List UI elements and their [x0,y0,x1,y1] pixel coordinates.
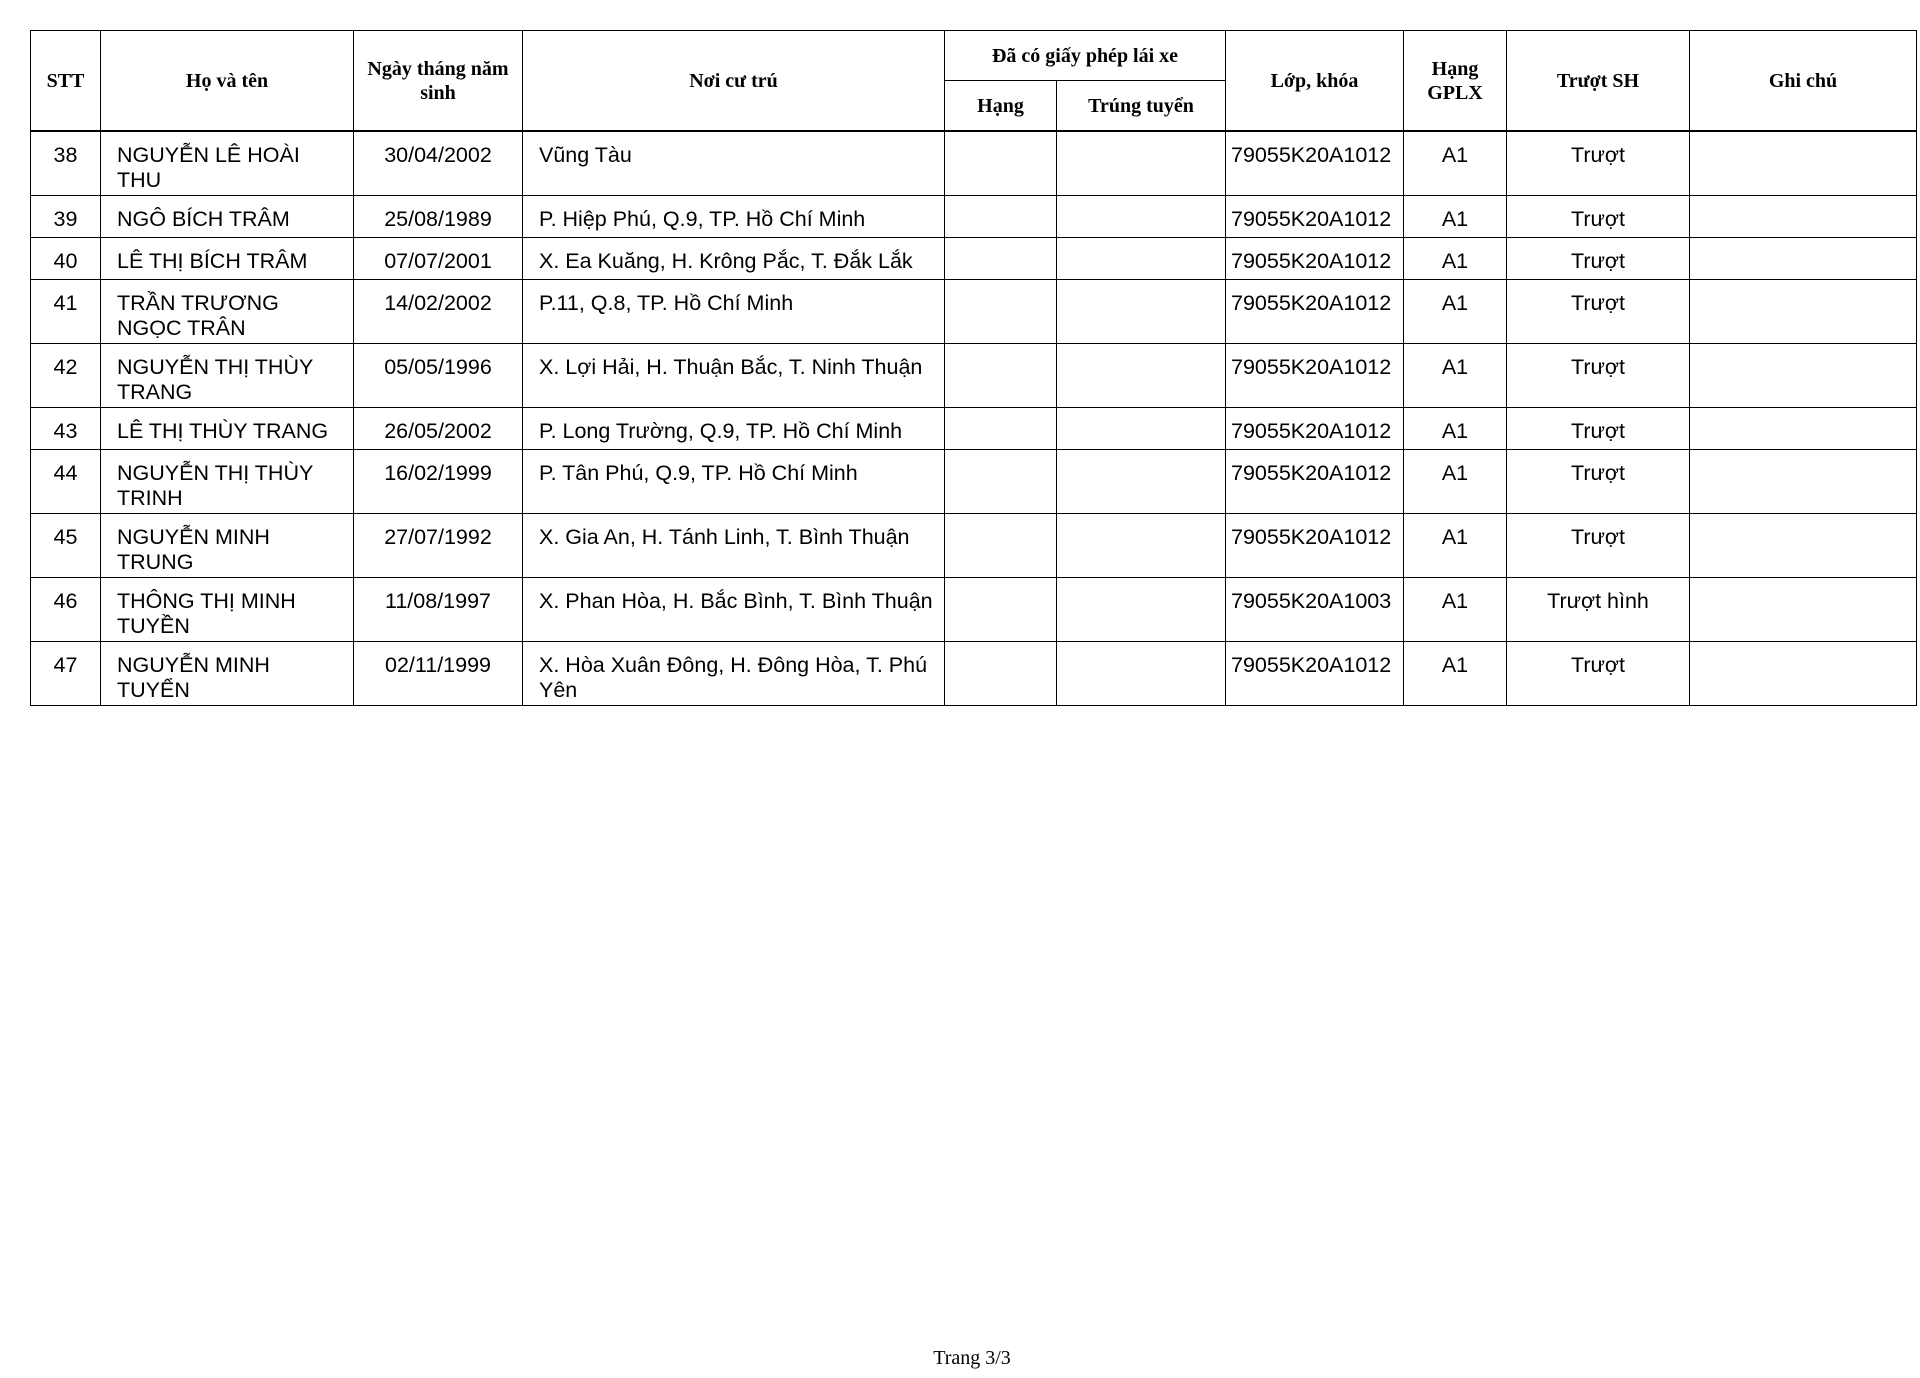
cell-license-class [945,408,1057,450]
cell-dob: 14/02/2002 [354,280,523,344]
cell-stt: 44 [31,450,101,514]
cell-license-class [945,280,1057,344]
table-row [31,450,1917,514]
cell-name: NGUYỄN LÊ HOÀI THU [101,131,354,196]
cell-license-admitted [1057,280,1226,344]
cell-name: NGÔ BÍCH TRÂM [101,196,354,238]
cell-notes [1690,238,1917,280]
cell-license-class [945,344,1057,408]
cell-stt: 45 [31,514,101,578]
cell-failed-sh: Trượt [1507,642,1690,706]
cell-license-class [945,642,1057,706]
cell-gplx-class: A1 [1404,131,1507,196]
table-row [31,131,1917,196]
table-row [31,238,1917,280]
header-failed-sh: Trượt SH [1507,31,1690,132]
cell-residence: X. Phan Hòa, H. Bắc Bình, T. Bình Thuận [523,578,945,642]
cell-course: 79055K20A1012 [1226,344,1404,408]
header-license-admitted: Trúng tuyển [1057,81,1226,132]
cell-notes [1690,642,1917,706]
header-license-group: Đã có giấy phép lái xe [945,31,1226,81]
table-row [31,642,1917,706]
cell-gplx-class: A1 [1404,238,1507,280]
cell-stt: 47 [31,642,101,706]
cell-residence: X. Hòa Xuân Đông, H. Đông Hòa, T. Phú Yên [523,642,945,706]
cell-gplx-class: A1 [1404,450,1507,514]
table-header [31,31,1917,132]
cell-residence: P. Long Trường, Q.9, TP. Hồ Chí Minh [523,408,945,450]
cell-gplx-class: A1 [1404,514,1507,578]
cell-course: 79055K20A1012 [1226,450,1404,514]
cell-gplx-class: A1 [1404,642,1507,706]
header-notes: Ghi chú [1690,31,1917,132]
header-residence: Nơi cư trú [523,31,945,132]
cell-dob: 07/07/2001 [354,238,523,280]
header-stt: STT [31,31,101,132]
cell-residence: X. Lợi Hải, H. Thuận Bắc, T. Ninh Thuận [523,344,945,408]
cell-license-class [945,131,1057,196]
cell-stt: 43 [31,408,101,450]
cell-stt: 39 [31,196,101,238]
cell-failed-sh: Trượt [1507,196,1690,238]
cell-name: NGUYỄN THỊ THÙY TRINH [101,450,354,514]
header-license-class: Hạng [945,81,1057,132]
cell-stt: 42 [31,344,101,408]
cell-name: THÔNG THỊ MINH TUYỀN [101,578,354,642]
cell-notes [1690,131,1917,196]
results-table [30,30,1917,706]
table-row [31,196,1917,238]
cell-name: LÊ THỊ THÙY TRANG [101,408,354,450]
cell-failed-sh: Trượt [1507,131,1690,196]
cell-failed-sh: Trượt [1507,450,1690,514]
table-body [31,131,1917,706]
cell-dob: 11/08/1997 [354,578,523,642]
cell-name: NGUYỄN MINH TUYỂN [101,642,354,706]
cell-course: 79055K20A1012 [1226,514,1404,578]
cell-course: 79055K20A1003 [1226,578,1404,642]
cell-gplx-class: A1 [1404,578,1507,642]
cell-residence: X. Ea Kuăng, H. Krông Pắc, T. Đắk Lắk [523,238,945,280]
cell-license-class [945,514,1057,578]
cell-course: 79055K20A1012 [1226,196,1404,238]
cell-gplx-class: A1 [1404,280,1507,344]
cell-notes [1690,578,1917,642]
cell-residence: P. Tân Phú, Q.9, TP. Hồ Chí Minh [523,450,945,514]
cell-residence: P. Hiệp Phú, Q.9, TP. Hồ Chí Minh [523,196,945,238]
cell-failed-sh: Trượt [1507,238,1690,280]
cell-dob: 16/02/1999 [354,450,523,514]
cell-stt: 38 [31,131,101,196]
cell-stt: 41 [31,280,101,344]
cell-failed-sh: Trượt hình [1507,578,1690,642]
cell-license-class [945,238,1057,280]
cell-failed-sh: Trượt [1507,344,1690,408]
cell-gplx-class: A1 [1404,344,1507,408]
cell-course: 79055K20A1012 [1226,238,1404,280]
cell-notes [1690,514,1917,578]
cell-gplx-class: A1 [1404,196,1507,238]
cell-residence: X. Gia An, H. Tánh Linh, T. Bình Thuận [523,514,945,578]
cell-dob: 25/08/1989 [354,196,523,238]
cell-license-admitted [1057,450,1226,514]
cell-license-admitted [1057,238,1226,280]
cell-notes [1690,196,1917,238]
cell-name: NGUYỄN MINH TRUNG [101,514,354,578]
cell-course: 79055K20A1012 [1226,131,1404,196]
cell-license-admitted [1057,131,1226,196]
table-row [31,344,1917,408]
cell-failed-sh: Trượt [1507,280,1690,344]
cell-course: 79055K20A1012 [1226,408,1404,450]
cell-course: 79055K20A1012 [1226,280,1404,344]
cell-license-admitted [1057,196,1226,238]
cell-license-class [945,450,1057,514]
cell-course: 79055K20A1012 [1226,642,1404,706]
cell-name: LÊ THỊ BÍCH TRÂM [101,238,354,280]
cell-dob: 05/05/1996 [354,344,523,408]
cell-failed-sh: Trượt [1507,408,1690,450]
cell-license-admitted [1057,514,1226,578]
cell-license-admitted [1057,344,1226,408]
cell-notes [1690,450,1917,514]
cell-residence: P.11, Q.8, TP. Hồ Chí Minh [523,280,945,344]
cell-gplx-class: A1 [1404,408,1507,450]
table-row [31,578,1917,642]
cell-failed-sh: Trượt [1507,514,1690,578]
cell-stt: 46 [31,578,101,642]
cell-stt: 40 [31,238,101,280]
header-dob: Ngày tháng năm sinh [354,31,523,132]
cell-dob: 26/05/2002 [354,408,523,450]
cell-name: TRẦN TRƯƠNG NGỌC TRÂN [101,280,354,344]
cell-notes [1690,408,1917,450]
cell-license-class [945,196,1057,238]
header-course: Lớp, khóa [1226,31,1404,132]
cell-notes [1690,344,1917,408]
header-gplx-class: Hạng GPLX [1404,31,1507,132]
header-name: Họ và tên [101,31,354,132]
cell-dob: 30/04/2002 [354,131,523,196]
cell-residence: Vũng Tàu [523,131,945,196]
cell-dob: 02/11/1999 [354,642,523,706]
table-row [31,514,1917,578]
cell-license-admitted [1057,408,1226,450]
cell-dob: 27/07/1992 [354,514,523,578]
cell-name: NGUYỄN THỊ THÙY TRANG [101,344,354,408]
table-row [31,408,1917,450]
page-number: Trang 3/3 [933,1347,1011,1369]
cell-license-admitted [1057,642,1226,706]
cell-notes [1690,280,1917,344]
cell-license-admitted [1057,578,1226,642]
table-row [31,280,1917,344]
cell-license-class [945,578,1057,642]
